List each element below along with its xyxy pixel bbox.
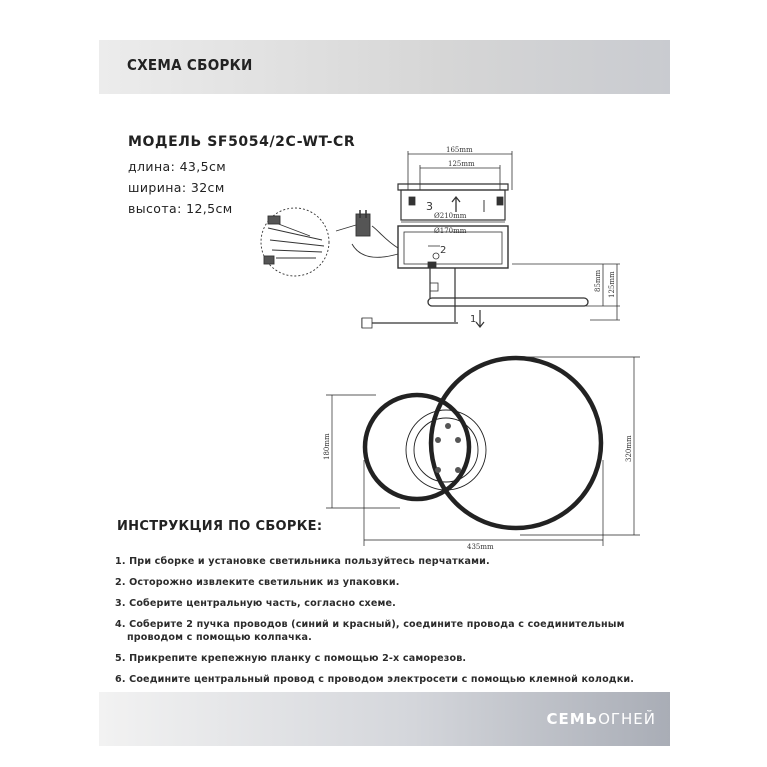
dim-125-label: 125mm xyxy=(448,160,475,168)
step-text-continued: проводом с помощью колпачка. xyxy=(127,632,312,643)
model-name: МОДЕЛЬ SF5054/2C-WT-CR xyxy=(128,134,356,150)
spec-height-value: 12,5см xyxy=(186,201,233,216)
step-number: 3. xyxy=(115,598,126,609)
screw-right xyxy=(497,197,503,205)
step-mark-1: 1 xyxy=(470,314,477,325)
brand-light: ОГНЕЙ xyxy=(598,710,656,728)
dim-320-label: 320mm xyxy=(625,435,633,462)
step-number: 5. xyxy=(115,653,126,664)
dim-dia170-label: Ø170mm xyxy=(434,227,467,235)
step-text: Соберите 2 пучка проводов (синий и красный), соедините провода с соединительным xyxy=(129,619,625,630)
mounting-bracket xyxy=(398,184,508,190)
step-number: 4. xyxy=(115,619,126,630)
wire-connector-detail xyxy=(261,208,398,276)
footer-band xyxy=(99,692,670,746)
list-item xyxy=(115,652,675,665)
list-item xyxy=(115,597,675,610)
top-view xyxy=(323,357,640,551)
list-item xyxy=(115,618,675,644)
list-item xyxy=(115,576,675,589)
dim-165-label: 165mm xyxy=(446,146,473,154)
dim-435-label: 435mm xyxy=(467,543,494,551)
instructions-list xyxy=(115,555,675,694)
step-number: 1. xyxy=(115,556,126,567)
canopy-inner xyxy=(404,232,502,264)
screw-left xyxy=(409,197,415,205)
brand-bold: СЕМЬ xyxy=(546,710,599,728)
dim-125h-label: 125mm xyxy=(608,271,616,298)
step-text: Соедините центральный провод с проводом электросети с помощью клемной колодки. xyxy=(129,674,635,685)
spec-length-value: 43,5см xyxy=(179,159,227,174)
side-view xyxy=(362,146,620,328)
large-ring xyxy=(431,358,601,528)
spec-height-label: высота: xyxy=(128,201,182,216)
instructions-title: ИНСТРУКЦИЯ ПО СБОРКЕ: xyxy=(117,519,323,534)
brand-logo xyxy=(546,710,656,728)
dim-85-label: 85mm xyxy=(594,269,602,292)
step-number: 6. xyxy=(115,674,126,685)
spec-width-value: 32см xyxy=(190,180,225,195)
dim-dia210-label: Ø210mm xyxy=(434,212,467,220)
canopy-outline-outer xyxy=(406,410,486,490)
step-text: При сборке и установке светильника пользуйтесь перчатками. xyxy=(129,556,490,567)
step-number: 2. xyxy=(115,577,126,588)
list-item xyxy=(115,555,675,568)
step-text: Соберите центральную часть, согласно схеме. xyxy=(129,598,396,609)
step-mark-3: 3 xyxy=(426,200,433,213)
spec-length-label: длина: xyxy=(128,159,176,174)
ring-side-profile xyxy=(428,298,588,306)
dim-180-label: 180mm xyxy=(323,433,331,460)
step-text: Прикрепите крепежную планку с помощью 2-х саморезов. xyxy=(129,653,467,664)
list-item xyxy=(115,673,675,686)
spec-width-label: ширина: xyxy=(128,180,187,195)
step-text: Осторожно извлеките светильник из упаковки. xyxy=(129,577,400,588)
step-mark-2: 2 xyxy=(440,245,447,256)
page-title: СХЕМА СБОРКИ xyxy=(127,56,253,74)
